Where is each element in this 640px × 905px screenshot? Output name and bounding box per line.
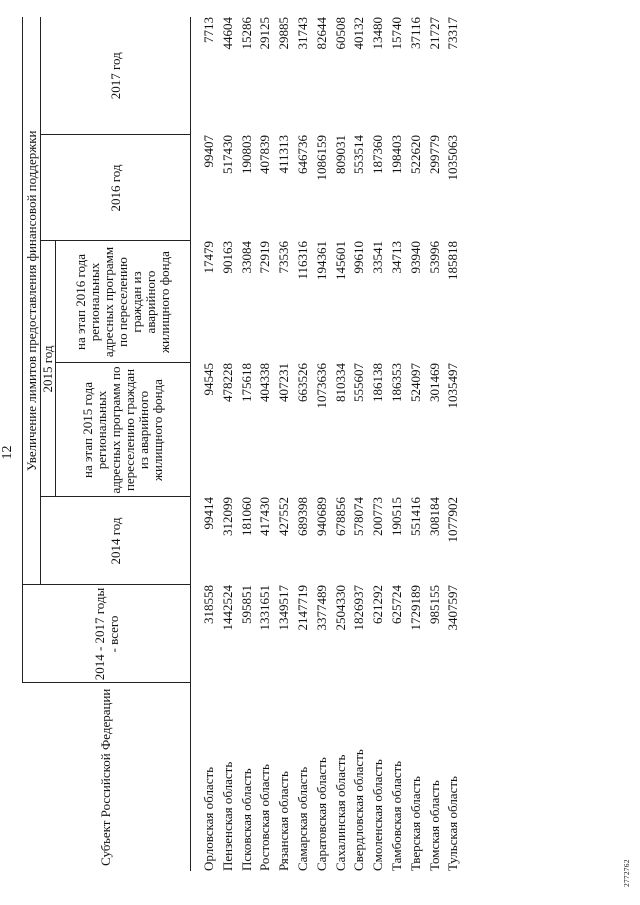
- total-value: 1729189: [407, 585, 423, 631]
- value-2014: 99414: [201, 497, 216, 530]
- stage-2015-value: 478228: [219, 363, 235, 402]
- value-2017: 60508: [332, 16, 348, 50]
- value-2014: 190515: [388, 497, 404, 536]
- header-subject: Субъект Российской Федерации: [23, 683, 191, 871]
- value-2017: 44604: [219, 16, 235, 50]
- page-number: 12: [0, 445, 15, 460]
- table-row: [388, 17, 407, 871]
- header-2017: 2017 год: [41, 17, 191, 135]
- region-name: Псковская область: [238, 768, 254, 871]
- stage-2016-value: 72919: [257, 241, 273, 274]
- value-2016: 553514: [351, 135, 367, 174]
- stage-2016-value: 53996: [426, 241, 442, 274]
- region-name: Рязанская область: [276, 771, 292, 871]
- total-value: 1442524: [219, 585, 235, 631]
- value-2014: 689398: [294, 497, 310, 536]
- stage-2015-value: 555607: [351, 363, 367, 402]
- table-row: [369, 17, 388, 871]
- value-2016: 1086159: [313, 135, 329, 181]
- table-row: [275, 17, 294, 871]
- value-2014: 308184: [426, 497, 442, 536]
- value-2014: 551416: [407, 497, 423, 536]
- value-2014: 312099: [219, 497, 235, 536]
- value-2016: 517430: [219, 135, 235, 174]
- table-row: [332, 17, 351, 871]
- value-2016: 190803: [238, 135, 254, 174]
- header-stage-2015: на этап 2015 года региональных адресных программ по переселению граждан из аварийного жилищного фонда: [56, 363, 191, 497]
- total-value: 2504330: [332, 585, 348, 631]
- total-value: 3407597: [445, 585, 461, 631]
- table-row: [256, 17, 275, 871]
- value-2016: 646736: [294, 135, 310, 174]
- total-value: 621292: [370, 585, 386, 624]
- value-2016: 407839: [257, 135, 273, 174]
- region-name: Сахалинская область: [332, 754, 348, 871]
- value-2017: 40132: [351, 16, 367, 50]
- value-2017: 73317: [445, 16, 461, 50]
- region-name: Орловская область: [201, 766, 216, 871]
- value-2017: 15740: [388, 16, 404, 50]
- total-value: 1349517: [276, 585, 292, 631]
- document-id: 2772762: [622, 859, 631, 887]
- value-2014: 578074: [351, 497, 367, 536]
- stage-2015-value: 186138: [370, 363, 386, 402]
- value-2014: 181060: [238, 497, 254, 536]
- value-2017: 29885: [276, 16, 292, 50]
- value-2014: 678856: [332, 497, 348, 536]
- value-2017: 13480: [370, 16, 386, 50]
- value-2016: 299779: [426, 135, 442, 174]
- region-name: Тамбовская область: [388, 760, 404, 871]
- region-name: Ростовская область: [257, 764, 273, 871]
- header-group: Увеличение лимитов предоставления финансовой поддержки: [23, 17, 41, 585]
- value-2016: 99407: [201, 135, 216, 168]
- stage-2016-value: 194361: [313, 241, 329, 280]
- table-row: [313, 17, 332, 871]
- stage-2015-value: 663526: [294, 363, 310, 402]
- header-stage-2016: на этап 2016 года региональных адресных программ по переселению граждан из аварийного жилищного фонда: [56, 241, 191, 363]
- stage-2016-value: 33084: [238, 241, 254, 274]
- value-2017: 37116: [407, 16, 423, 50]
- stage-2016-value: 33541: [370, 241, 386, 274]
- stage-2015-value: 1073636: [313, 363, 329, 409]
- value-2017: 82644: [313, 16, 329, 50]
- total-value: 595851: [238, 585, 254, 624]
- value-2016: 809031: [332, 135, 348, 174]
- region-name: Свердловская область: [351, 749, 367, 871]
- value-2016: 1035063: [445, 135, 461, 181]
- value-2014: 940689: [313, 497, 329, 536]
- stage-2015-value: 407231: [276, 363, 292, 402]
- stage-2016-value: 145601: [332, 241, 348, 280]
- stage-2015-value: 1035497: [445, 363, 461, 409]
- value-2014: 1077902: [445, 497, 461, 543]
- region-name: Тульская область: [445, 776, 461, 871]
- table-row: [200, 17, 219, 871]
- value-2016: 522620: [407, 135, 423, 174]
- stage-2016-value: 34713: [388, 241, 404, 274]
- header-2016: 2016 год: [41, 135, 191, 241]
- stage-2016-value: 17479: [201, 241, 216, 274]
- value-2016: 198403: [388, 135, 404, 174]
- region-name: Томская область: [426, 780, 442, 871]
- value-2017: 31743: [294, 16, 310, 50]
- region-name: Самарская область: [294, 766, 310, 871]
- value-2017: 21727: [426, 16, 442, 50]
- value-2016: 411313: [276, 135, 292, 174]
- table-row: [426, 17, 445, 871]
- table-row: [350, 17, 369, 871]
- header-2015: 2015 год: [41, 241, 56, 497]
- value-2017: 15286: [238, 16, 254, 50]
- value-2014: 200773: [370, 497, 386, 536]
- value-2017: 7713: [201, 16, 216, 43]
- stage-2016-value: 90163: [219, 241, 235, 274]
- stage-2015-value: 524097: [407, 363, 423, 402]
- table-row: [219, 17, 238, 871]
- table-row: [294, 17, 313, 871]
- value-2016: 187360: [370, 135, 386, 174]
- value-2014: 417430: [257, 497, 273, 536]
- total-value: 1826937: [351, 585, 367, 631]
- table-row: [444, 17, 463, 871]
- stage-2015-value: 301469: [426, 363, 442, 402]
- total-value: 985155: [426, 585, 442, 624]
- stage-2016-value: 185818: [445, 241, 461, 280]
- stage-2015-value: 94545: [201, 363, 216, 396]
- total-value: 318558: [201, 585, 216, 624]
- stage-2016-value: 116316: [294, 241, 310, 280]
- stage-2015-value: 810334: [332, 363, 348, 402]
- table-row: [407, 17, 426, 871]
- stage-2015-value: 404338: [257, 363, 273, 402]
- header-2014: 2014 год: [41, 497, 191, 585]
- value-2014: 427552: [276, 497, 292, 536]
- total-value: 3377489: [313, 585, 329, 631]
- header-total: 2014 - 2017 годы - всего: [23, 585, 191, 683]
- stage-2015-value: 186353: [388, 363, 404, 402]
- region-name: Тверская область: [407, 776, 423, 871]
- stage-2016-value: 93940: [407, 241, 423, 274]
- stage-2016-value: 73536: [276, 241, 292, 274]
- region-name: Пензенская область: [219, 761, 235, 871]
- total-value: 1331651: [257, 585, 273, 631]
- region-name: Смоленская область: [370, 759, 386, 871]
- region-name: Саратовская область: [313, 757, 329, 871]
- total-value: 2147719: [294, 585, 310, 631]
- funding-table: [22, 17, 463, 871]
- stage-2016-value: 99610: [351, 241, 367, 274]
- total-value: 625724: [388, 585, 404, 624]
- stage-2015-value: 175618: [238, 363, 254, 402]
- table-row: [238, 17, 257, 871]
- value-2017: 29125: [257, 16, 273, 50]
